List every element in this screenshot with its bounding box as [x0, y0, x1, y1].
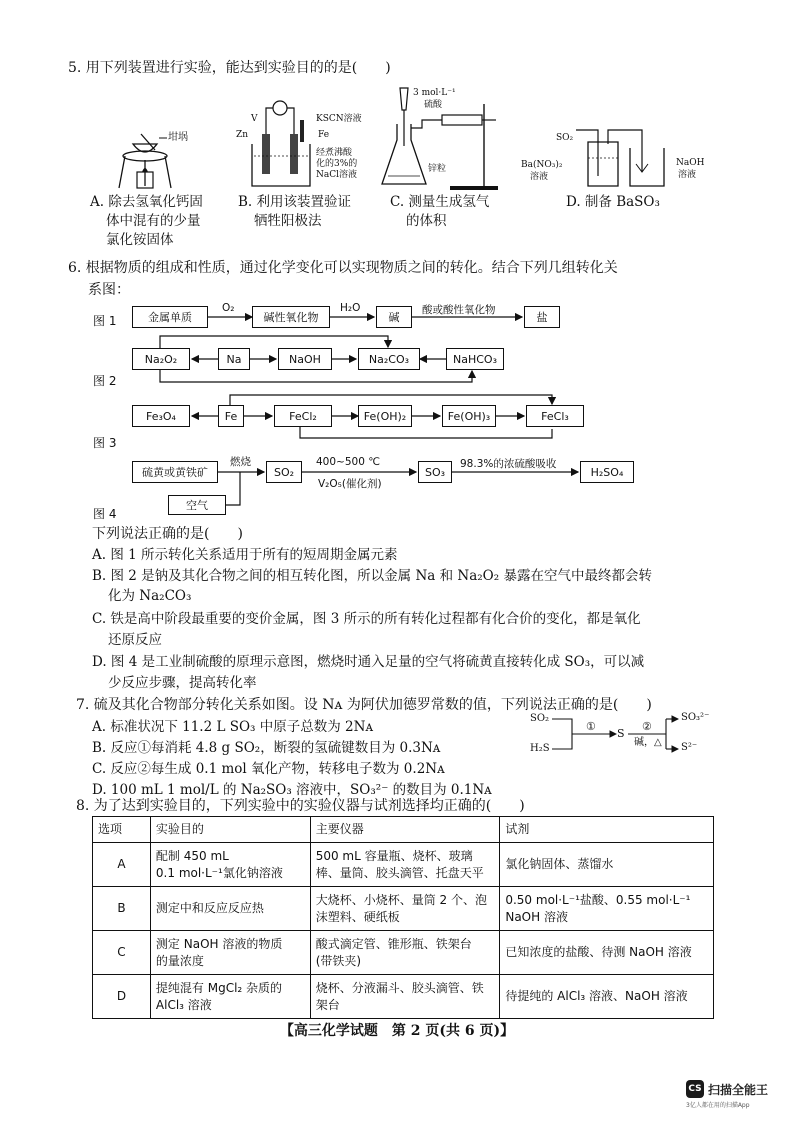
fig3-box-fecl3: FeCl₃: [526, 405, 584, 427]
fig1-box-basic-oxide: 碱性氧化物: [252, 306, 330, 328]
fig1-box-metal: 金属单质: [132, 306, 208, 328]
q7-option-d[interactable]: D. 100 mL 1 mol/L 的 Na₂SO₃ 溶液中，SO₃²⁻ 的数目为 0.1Nᴀ: [92, 782, 492, 798]
fig4-box-air: 空气: [168, 495, 226, 515]
q8-stem: 8. 为了达到实验目的，下列实验中的实验仪器与试剂选择均正确的( ): [76, 798, 525, 814]
q6-option-b-line2: 化为 Na₂CO₃: [108, 588, 192, 604]
table-row[interactable]: [93, 931, 714, 975]
q5-stem: 5. 用下列装置进行实验，能达到实验目的的是( ): [68, 60, 391, 76]
fig4-arrow-temp: 400~500 ℃: [316, 456, 381, 468]
fig3-box-fe: Fe: [218, 405, 244, 427]
fe-label: Fe: [318, 130, 330, 140]
acid-conc-label: 3 mol·L⁻¹: [413, 88, 456, 98]
so2-label: SO₂: [556, 133, 574, 143]
table-header-purpose: 实验目的: [150, 817, 310, 843]
fig1-box-base: 碱: [376, 306, 412, 328]
q6-option-a[interactable]: A. 图 1 所示转化关系适用于所有的短周期金属元素: [92, 547, 398, 563]
watermark-tagline: 3亿人都在用的扫描App: [686, 1102, 750, 1109]
fig4-arrow-burn: 燃烧: [230, 456, 251, 468]
fig3-box-feoh2: Fe(OH)₂: [358, 405, 412, 427]
fig4-box-so2: SO₂: [266, 461, 302, 483]
table-header-option: 选项: [93, 817, 151, 843]
q8-table: [92, 816, 714, 1019]
page-footer: 【高三化学试题 第 2 页(共 6 页)】: [279, 1023, 515, 1039]
q6-option-c-line1[interactable]: C. 铁是高中阶段最重要的变价金属，图 3 所示的所有转化过程都有化合价的变化，都是氧化: [92, 611, 641, 627]
fig2-box-nahco3: NaHCO₃: [446, 348, 504, 370]
q5-option-d[interactable]: D. 制备 BaSO₃: [566, 194, 660, 210]
q6-stem-line1: 6. 根据物质的组成和性质，通过化学变化可以实现物质之间的转化。结合下列几组转化关: [68, 260, 618, 276]
scanner-watermark: [686, 1080, 768, 1109]
fig2-box-na: Na: [218, 348, 250, 370]
fig3-box-fe3o4: Fe₃O₄: [132, 405, 190, 427]
zinc-label: 锌粒: [428, 164, 447, 174]
table-header-row: [93, 817, 714, 843]
row-option: D: [93, 975, 151, 1019]
zn-label: Zn: [236, 130, 249, 140]
kscn-label: KSCN溶液: [316, 114, 362, 124]
row-reagents: 氯化钠固体、蒸馏水: [500, 843, 714, 887]
fig3-box-fecl2: FeCl₂: [274, 405, 332, 427]
fig1-arrow-h2o: H₂O: [340, 302, 361, 314]
fig3-box-feoh3: Fe(OH)₃: [442, 405, 496, 427]
row-purpose: 测定 NaOH 溶液的物质 的量浓度: [150, 931, 310, 975]
row-purpose: 配制 450 mL 0.1 mol·L⁻¹氯化钠溶液: [150, 843, 310, 887]
fig4-box-h2so4: H₂SO₄: [580, 461, 634, 483]
q7-stem: 7. 硫及其化合物部分转化关系如图。设 Nᴀ 为阿伏加德罗常数的值，下列说法正确的是( ): [76, 697, 652, 713]
table-row[interactable]: [93, 843, 714, 887]
q6-option-d-line2: 少反应步骤，提高转化率: [108, 675, 257, 691]
q5-option-c[interactable]: C. 测量生成氢气 的体积: [390, 194, 490, 229]
q6-ask: 下列说法正确的是( ): [92, 526, 243, 542]
q6-option-b-line1[interactable]: B. 图 2 是钠及其化合物之间的相互转化图，所以金属 Na 和 Na₂O₂ 暴露在空气中最终都会转: [92, 568, 652, 584]
fig1-box-salt: 盐: [524, 306, 560, 328]
fig2-box-na2o2: Na₂O₂: [132, 348, 190, 370]
fig4-arrow-absorb: 98.3%的浓硫酸吸收: [460, 458, 557, 470]
q5-option-a[interactable]: A. 除去氢氧化钙固 体中混有的少量 氯化铵固体: [90, 194, 203, 248]
voltmeter-label: V: [251, 114, 258, 124]
q7-option-c[interactable]: C. 反应②每生成 0.1 mol 氧化产物，转移电子数为 0.2Nᴀ: [92, 761, 445, 777]
watermark-app-name: 扫描全能王: [708, 1082, 769, 1097]
bano3-label-2: 溶液: [530, 172, 549, 182]
row-reagents: 待提纯的 AlCl₃ 溶液、NaOH 溶液: [500, 975, 714, 1019]
fig3-label: 图 3: [93, 436, 117, 450]
fig2-label: 图 2: [93, 374, 117, 388]
q7-diag-reaction1: ①: [586, 720, 596, 733]
q7-diag-so3: SO₃²⁻: [681, 712, 710, 723]
q6-figure-connectors: [0, 0, 794, 530]
fig4-box-sulfur: 硫黄或黄铁矿: [132, 461, 218, 483]
fig1-label: 图 1: [93, 314, 117, 328]
q7-diag-s: S: [617, 727, 625, 740]
row-purpose: 测定中和反应反应热: [150, 887, 310, 931]
row-option: C: [93, 931, 151, 975]
q7-diag-s2: S²⁻: [681, 742, 698, 753]
bano3-label-1: Ba(NO₃)₂: [521, 160, 563, 170]
nacl-label-3: NaCl溶液: [316, 170, 358, 180]
row-option: A: [93, 843, 151, 887]
fig2-box-naoh: NaOH: [278, 348, 332, 370]
row-option: B: [93, 887, 151, 931]
nacl-label-2: 化的3%的: [316, 159, 358, 169]
row-purpose: 提纯混有 MgCl₂ 杂质的 AlCl₃ 溶液: [150, 975, 310, 1019]
row-reagents: 已知浓度的盐酸、待测 NaOH 溶液: [500, 931, 714, 975]
fig4-box-so3: SO₃: [418, 461, 452, 483]
fig4-label: 图 4: [93, 507, 117, 521]
naoh-label-1: NaOH: [676, 158, 705, 168]
q7-option-a[interactable]: A. 标准状况下 11.2 L SO₃ 中原子总数为 2Nᴀ: [92, 719, 374, 735]
fig1-arrow-acid: 酸或酸性氧化物: [422, 304, 496, 316]
table-header-reagents: 试剂: [500, 817, 714, 843]
camscanner-logo-icon: CS: [686, 1080, 704, 1098]
q6-option-d-line1[interactable]: D. 图 4 是工业制硫酸的原理示意图，燃烧时通入足量的空气将硫黄直接转化成 SO₃，可以减: [92, 654, 645, 670]
row-reagents: 0.50 mol·L⁻¹盐酸、0.55 mol·L⁻¹ NaOH 溶液: [500, 887, 714, 931]
q5-option-b[interactable]: B. 利用该装置验证 牺牲阳极法: [238, 194, 352, 229]
row-instruments: 500 mL 容量瓶、烧杯、玻璃 棒、量筒、胶头滴管、托盘天平: [310, 843, 500, 887]
row-instruments: 烧杯、分液漏斗、胶头滴管、铁 架台: [310, 975, 500, 1019]
table-row[interactable]: [93, 887, 714, 931]
nacl-label-1: 经煮沸酸: [316, 148, 353, 158]
crucible-label: 坩埚: [168, 132, 188, 143]
q7-option-b[interactable]: B. 反应①每消耗 4.8 g SO₂，断裂的氢硫键数目为 0.3Nᴀ: [92, 740, 441, 756]
table-header-instruments: 主要仪器: [310, 817, 500, 843]
acid-label: 硫酸: [424, 100, 443, 110]
row-instruments: 酸式滴定管、锥形瓶、铁架台 (带铁夹): [310, 931, 500, 975]
table-row[interactable]: [93, 975, 714, 1019]
q6-option-c-line2: 还原反应: [108, 632, 162, 648]
q7-diag-h2s: H₂S: [530, 743, 550, 754]
naoh-label-2: 溶液: [678, 170, 697, 180]
row-instruments: 大烧杯、小烧杯、量筒 2 个、泡 沫塑料、硬纸板: [310, 887, 500, 931]
fig2-box-na2co3: Na₂CO₃: [358, 348, 420, 370]
fig4-arrow-catalyst: V₂O₅(催化剂): [318, 478, 382, 490]
q7-diag-so2: SO₂: [530, 713, 550, 724]
q7-diag-reaction2: ②: [642, 720, 652, 733]
q7-diag-condition: 碱，△: [634, 737, 662, 748]
q6-stem-line2: 系图：: [88, 282, 130, 298]
fig1-arrow-o2: O₂: [222, 302, 235, 314]
